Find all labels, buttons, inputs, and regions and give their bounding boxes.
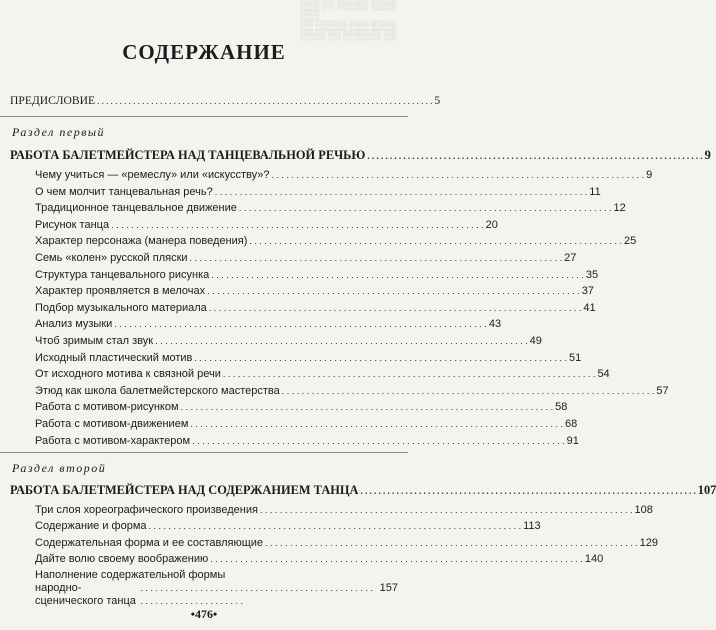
page-title: СОДЕРЖАНИЕ [122, 40, 286, 64]
toc-entry-page: 108 [634, 504, 653, 516]
leader-dots [114, 317, 487, 331]
toc-entry [35, 536, 658, 550]
toc-entry-title: Анализ музыки [35, 318, 113, 331]
toc-entry-preface [10, 94, 441, 108]
toc-entry-page: 49 [529, 335, 542, 347]
toc-entry-page: 58 [555, 401, 568, 414]
leader-dots [265, 536, 638, 550]
divider [0, 116, 408, 117]
toc-entry-title: Традиционное танцевальное движение [35, 202, 237, 215]
leader-dots [181, 400, 554, 414]
bleed-through-text: ░░░ ░░ ░░░░░ ░░░░ ░░░ ░░ ░░░░░ ░░░ ░░░░ ░░░░ ░░ ░░░░░░ ░░ [300, 0, 397, 40]
leader-dots [194, 351, 567, 365]
toc-entry [35, 168, 653, 182]
toc-entry-title: Работа с мотивом-движением [35, 418, 189, 430]
toc-entry [35, 268, 599, 282]
toc-entry-title: Семь «колен» русской пляски [35, 252, 188, 264]
toc-entry-title: ПРЕДИСЛОВИЕ [10, 94, 96, 107]
toc-entry [35, 434, 579, 448]
leader-dots [367, 148, 702, 163]
leader-dots [282, 384, 655, 398]
toc-entry-multiline [35, 569, 398, 608]
toc-entry-page: 51 [568, 351, 582, 364]
toc-entry [35, 317, 502, 331]
toc-entry-title: Подбор музыкального материала [35, 301, 207, 314]
leader-dots [155, 334, 528, 348]
toc-entry [35, 384, 669, 398]
toc-entry-page: 9 [646, 169, 653, 181]
toc-entry-title: РАБОТА БАЛЕТМЕЙСТЕРА НАД ТАНЦЕВАЛЬНОЙ РЕЧЬЮ [10, 148, 366, 162]
leader-dots [223, 367, 596, 381]
toc-entry [35, 367, 610, 381]
toc-entry-page: 27 [564, 252, 577, 264]
toc-entry [35, 552, 604, 566]
leader-dots [209, 301, 582, 315]
toc-entry [35, 284, 594, 298]
leader-dots [215, 185, 588, 199]
toc-entry-page: 129 [639, 536, 658, 549]
toc-entry-title: Характер проявляется в мелочах [35, 285, 206, 298]
toc-entry-part1 [10, 148, 711, 163]
toc-entry [35, 400, 568, 414]
toc-entry-page: 41 [583, 301, 596, 314]
toc-entry-page: 25 [623, 235, 637, 248]
toc-entry-page: 43 [488, 318, 502, 331]
leader-dots [207, 284, 580, 298]
toc-entry-page: 37 [581, 285, 594, 298]
toc-entry [35, 417, 578, 431]
toc-entry [35, 218, 498, 232]
toc-entry-page: 12 [613, 202, 626, 215]
leader-dots [249, 234, 622, 248]
toc-entry-title: Чему учиться — «ремеслу» или «искусству»? [35, 169, 270, 181]
toc-entry-page: 9 [704, 148, 711, 162]
leader-dots [149, 519, 522, 533]
toc-entry-page: 113 [523, 520, 541, 533]
toc-entry-title: Структура танцевального рисунка [35, 268, 210, 281]
toc-entry-title: Работа с мотивом-рисунком [35, 401, 179, 414]
toc-entry [35, 503, 653, 517]
page-number: •476• [190, 607, 218, 621]
toc-entry-title: Характер персонажа (манера поведения) [35, 235, 248, 248]
toc-entry-page: 20 [485, 218, 498, 231]
leader-dots [97, 94, 432, 108]
leader-dots [272, 168, 645, 182]
toc-entry-title: Содержание и форма [35, 520, 147, 533]
divider [0, 452, 408, 453]
section-label-part2: Раздел второй [12, 461, 107, 475]
toc-entry-title: Содержательная форма и ее составляющие [35, 536, 264, 549]
toc-entry-title: Чтоб зримым стал звук [35, 335, 154, 347]
toc-entry-title: О чем молчит танцевальная речь? [35, 185, 213, 198]
leader-dots [260, 503, 633, 517]
toc-entry [35, 351, 582, 365]
toc-entry-title: Дайте волю своему воображению [35, 553, 209, 566]
toc-entry [35, 334, 542, 348]
leader-dots [192, 434, 565, 448]
leader-dots [210, 552, 583, 566]
toc-entry-page: 157 [379, 582, 398, 594]
toc-entry-page: 11 [589, 185, 601, 198]
leader-dots [361, 483, 696, 498]
toc-entry-title: От исходного мотива к связной речи [35, 368, 221, 381]
toc-entry [35, 201, 626, 215]
leader-dots [111, 218, 484, 232]
toc-entry-title: Этюд как школа балетмейстерского мастерства [35, 384, 280, 397]
toc-entry-title-line1: Наполнение содержательной формы [35, 569, 226, 581]
toc-entry [35, 185, 601, 199]
section-label-part1: Раздел первый [12, 125, 106, 139]
toc-entry [35, 251, 577, 265]
toc-entry-page: 140 [584, 553, 604, 566]
toc-entry-title: Рисунок танца [35, 218, 110, 231]
toc-entry-page: 5 [434, 94, 441, 107]
toc-entry-page: 68 [564, 418, 578, 430]
leader-dots [190, 251, 563, 265]
toc-entry-page: 91 [566, 434, 579, 447]
toc-entry-page: 54 [597, 368, 610, 381]
toc-entry-part2 [10, 483, 716, 498]
toc-entry-title: Исходный пластический мотив [35, 351, 193, 364]
toc-entry-title: Три слоя хореографического произведения [35, 504, 258, 516]
toc-entry [35, 234, 637, 248]
toc-entry-page: 57 [656, 384, 669, 397]
toc-entry [35, 519, 541, 533]
toc-entry-page: 35 [585, 268, 599, 281]
leader-dots [239, 201, 612, 215]
toc-entry-title-line2: народно-сценического танца [35, 582, 136, 607]
toc-entry-page: 107 [697, 483, 716, 497]
toc-entry [35, 301, 596, 315]
toc-entry-title: РАБОТА БАЛЕТМЕЙСТЕРА НАД СОДЕРЖАНИЕМ ТАНЦА [10, 483, 359, 497]
leader-dots [141, 582, 378, 608]
leader-dots [190, 417, 563, 431]
toc-entry-title: Работа с мотивом-характером [35, 434, 191, 447]
leader-dots [211, 268, 584, 282]
